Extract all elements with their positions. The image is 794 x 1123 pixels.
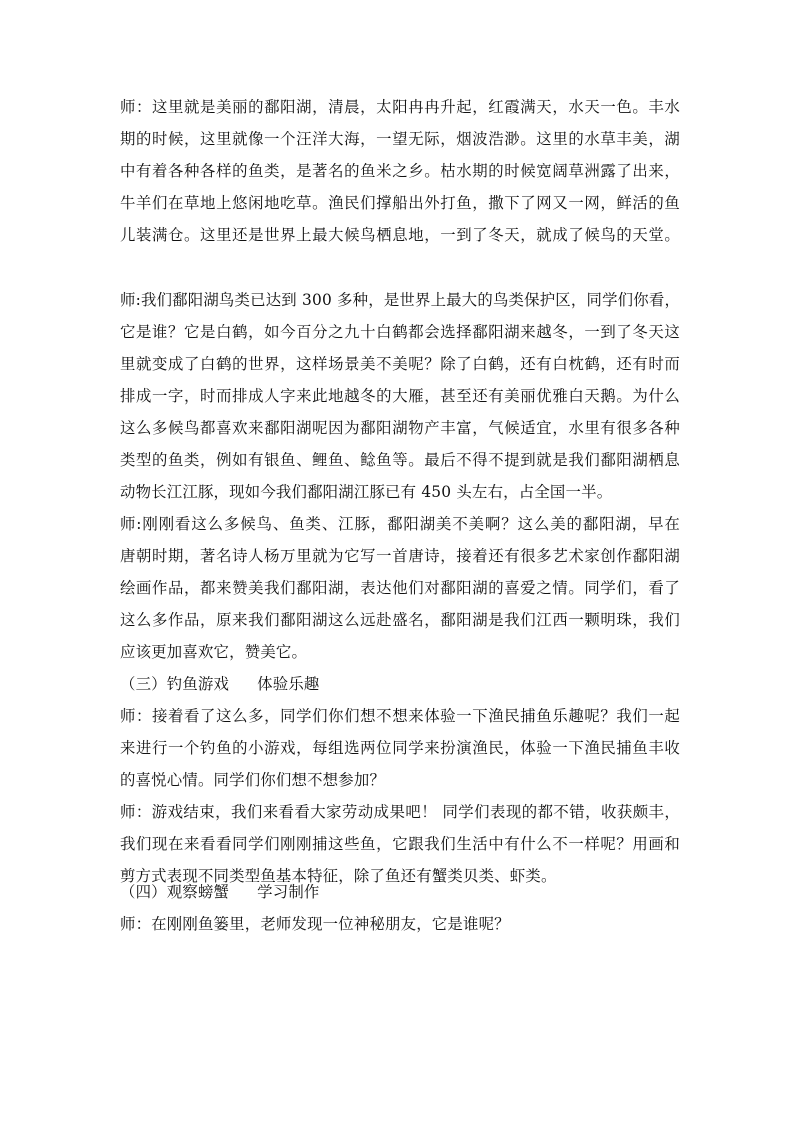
heading-title: 学习制作 [257,883,320,901]
heading-line [120,876,680,908]
text-line: 动物长江江豚，现如今我们鄱阳湖江豚已有 450 头左右，占全国一半。 [120,483,613,501]
paragraph-poyang-intro [120,91,680,251]
heading-title: 体验乐趣 [257,675,320,693]
text-line: 类型的鱼类，例如有银鱼、鲤鱼、鲶鱼等。最后不得不提到就是我们鄱阳湖栖息 [120,451,680,469]
text-line: 来进行一个钓鱼的小游戏，每组选两位同学来扮演渔民，体验一下渔民捕鱼丰收 [120,739,680,757]
text-line: 我们现在来看看同学们刚刚捕这些鱼，它跟我们生活中有什么不一样呢？用画和 [120,835,680,853]
text-line: 绘画作品，都来赞美我们鄱阳湖，表达他们对鄱阳湖的喜爱之情。同学们，看了 [120,579,680,597]
heading-line [120,668,680,700]
text-line: 剪方式表现不同类型鱼基本特征，除了鱼还有蟹类贝类、虾类。 [120,867,557,885]
text-line: 排成一字，时而排成人字来此地越冬的大雁，甚至还有美丽优雅白天鹅。为什么 [120,387,680,405]
text-line: 牛羊们在草地上悠闲地吃草。渔民们撑船出外打鱼，撒下了网又一网，鲜活的鱼 [120,194,680,212]
heading-number: （三）钓鱼游戏 [120,675,230,693]
paragraph-poems [120,508,680,668]
paragraph-fishing-game [120,700,680,796]
heading-number: （四）观察螃蟹 [120,883,230,901]
text-line: 师：接着看了这么多，同学们你们想不想来体验一下渔民捕鱼乐趣呢？我们一起 [120,707,680,725]
text-line: 这么多作品，原来我们鄱阳湖这么远赴盛名，鄱阳湖是我们江西一颗明珠，我们 [120,611,680,629]
text-line: 唐朝时期，著名诗人杨万里就为它写一首唐诗，接着还有很多艺术家创作鄱阳湖 [120,547,680,565]
text-line: 中有着各种各样的鱼类，是著名的鱼米之乡。枯水期的时候宽阔草洲露了出来， [120,162,680,180]
text-line: 师:我们鄱阳湖鸟类已达到 300 多种，是世界上最大的鸟类保护区，同学们你看， [120,291,681,309]
text-line: 期的时候，这里就像一个汪洋大海，一望无际，烟波浩渺。这里的水草丰美，湖 [120,130,680,148]
text-line: 这么多候鸟都喜欢来鄱阳湖呢因为鄱阳湖物产丰富，气候适宜，水里有很多各种 [120,419,680,437]
text-line: 师：在刚刚鱼篓里，老师发现一位神秘朋友，它是谁呢？ [120,915,510,933]
text-line: 儿装满仓。这里还是世界上最大候鸟栖息地，一到了冬天，就成了候鸟的天堂。 [120,226,680,244]
text-line: 的喜悦心情。同学们你们想不想参加？ [120,771,386,789]
paragraph-birds [120,284,680,508]
section-heading-crab [120,876,680,908]
paragraph-mystery-friend [120,908,680,940]
text-line: 应该更加喜欢它，赞美它。 [120,643,308,661]
text-line: 它是谁？它是白鹤，如今百分之九十白鹤都会选择鄱阳湖来越冬，一到了冬天这 [120,323,680,341]
section-heading-fishing-game [120,668,680,700]
text-line: 师：这里就是美丽的鄱阳湖，清晨，太阳冉冉升起，红霞满天，水天一色。丰水 [120,98,680,116]
text-line: 里就变成了白鹤的世界，这样场景美不美呢？除了白鹤，还有白枕鹤，还有时而 [120,355,680,373]
text-line: 师：游戏结束，我们来看看大家劳动成果吧！ 同学们表现的都不错，收获颇丰， [120,803,680,821]
text-line: 师:刚刚看这么多候鸟、鱼类、江豚，鄱阳湖美不美啊？这么美的鄱阳湖，早在 [120,515,680,533]
